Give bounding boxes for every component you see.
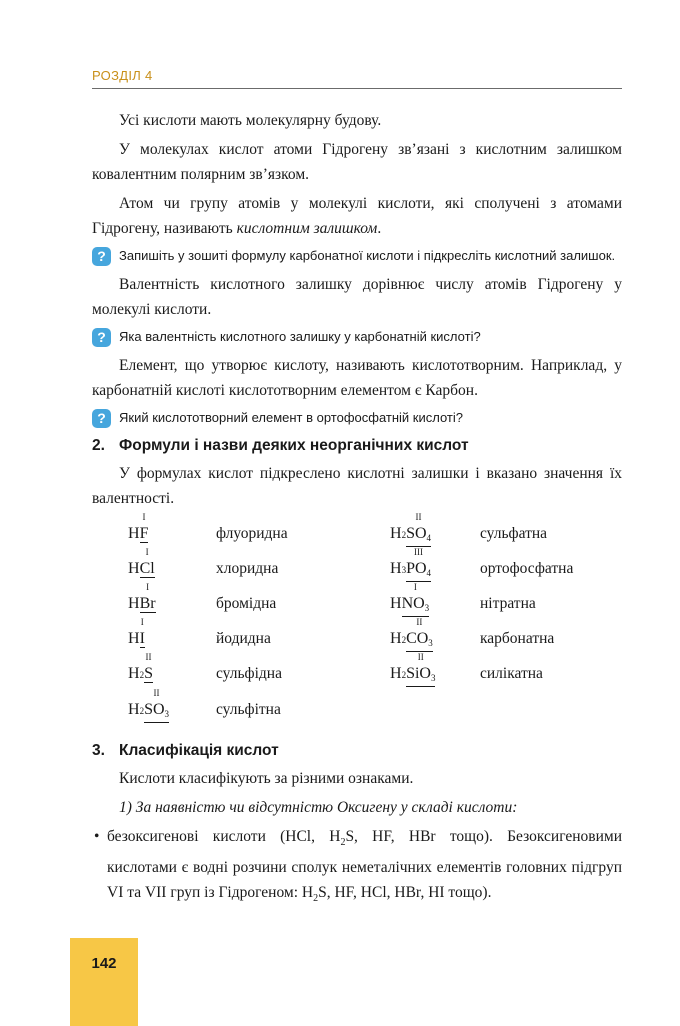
paragraph: Кислоти класифікують за різними ознаками. [119,770,414,787]
section-heading: 2. Формули і назви деяких неорганічних кислот [92,437,469,454]
paragraph: У молекулах кислот атоми Гідрогену зв’язані з кислотним залишком ковалентним полярним зв’язком. [92,141,622,183]
paragraph: Валентність кислотного залишку дорівнює числу атомів Гідрогену у молекулі кислоти. [92,276,622,318]
formula-h2s: H 2 II S [128,652,153,682]
paragraph: У формулах кислот підкреслено кислотні залишки і вказано значення їх валентності. [92,465,622,507]
question-icon: ? [92,328,111,347]
acid-name: флуоридна [216,525,288,542]
page-number: 142 [91,955,117,972]
question-icon: ? [92,409,111,428]
formula-h2co3: H 2 II $CO_3$ [390,630,433,652]
acid-name: сульфатна [480,525,548,542]
section-heading: 3. Класифікація кислот [92,742,279,759]
acid-name: нітратна [480,595,536,612]
paragraph: Елемент, що утворює кислоту, називають кислототворним. Наприклад, у карбонатній кислоті кислототворним елементом є Карбон. [92,357,622,399]
acid-name: бромідна [216,595,277,612]
question-block [92,407,622,428]
list-item: • безоксигенові кислоти (HCl, $H_2S$, HF, HBr тощо). Безоксигеновими кислотами є водні розчини сполук неметалічних елементів головних підгруп VI та VII груп із Гідрогеном: $H_2S$, HF, HCl, HBr, HI тощо). [94,828,622,905]
formula-hno3: H I $NO_3$ [390,595,429,617]
paragraph: Усі кислоти мають молекулярну будову. [119,112,382,129]
question-text: Який кислототворний елемент в ортофосфатній кислоті? [119,410,463,425]
formula-h3po4: H 3 III $PO_4$ [390,560,431,582]
acid-name: карбонатна [480,630,555,647]
formula-h2so4: H 2 II $SO_4$ [390,525,431,547]
page-number-tab [70,938,138,1026]
page-content [92,108,622,911]
question-text: Яка валентність кислотного залишку у карбонатній кислоті? [119,329,481,344]
formula-h2sio3: H 2 II SiO$_3$ [390,665,435,687]
acid-formula-table [92,512,622,725]
formula-hf: H I F [128,512,149,542]
paragraph: Атом чи групу атомів у молекулі кислоти, які сполучені з атомами Гідрогену, називають кислотним залишком. [92,195,622,237]
acid-name: сульфітна [216,701,281,718]
question-text: Запишіть у зошиті формулу карбонатної кислоти і підкресліть кислотний залишок. [119,248,616,263]
formula-hbr: H I Br [128,582,156,612]
question-block [92,245,622,266]
running-header [92,68,622,89]
criterion-heading: 1) За наявністю чи відсутністю Оксигену у складі кислоти: [119,799,518,816]
formula-hcl: H I Cl [128,547,155,577]
acid-name: силікатна [480,665,543,682]
section-label: РОЗДІЛ 4 [92,68,153,83]
acid-name: йодидна [216,630,271,647]
acid-name: сульфідна [216,665,282,682]
formula-hi: H I I [128,617,145,647]
question-icon: ? [92,247,111,266]
acid-name: ортофосфатна [480,560,574,577]
question-block [92,326,622,347]
formula-h2so3: H 2 II $SO_3$ [128,701,169,723]
acid-name: хлоридна [216,560,279,577]
